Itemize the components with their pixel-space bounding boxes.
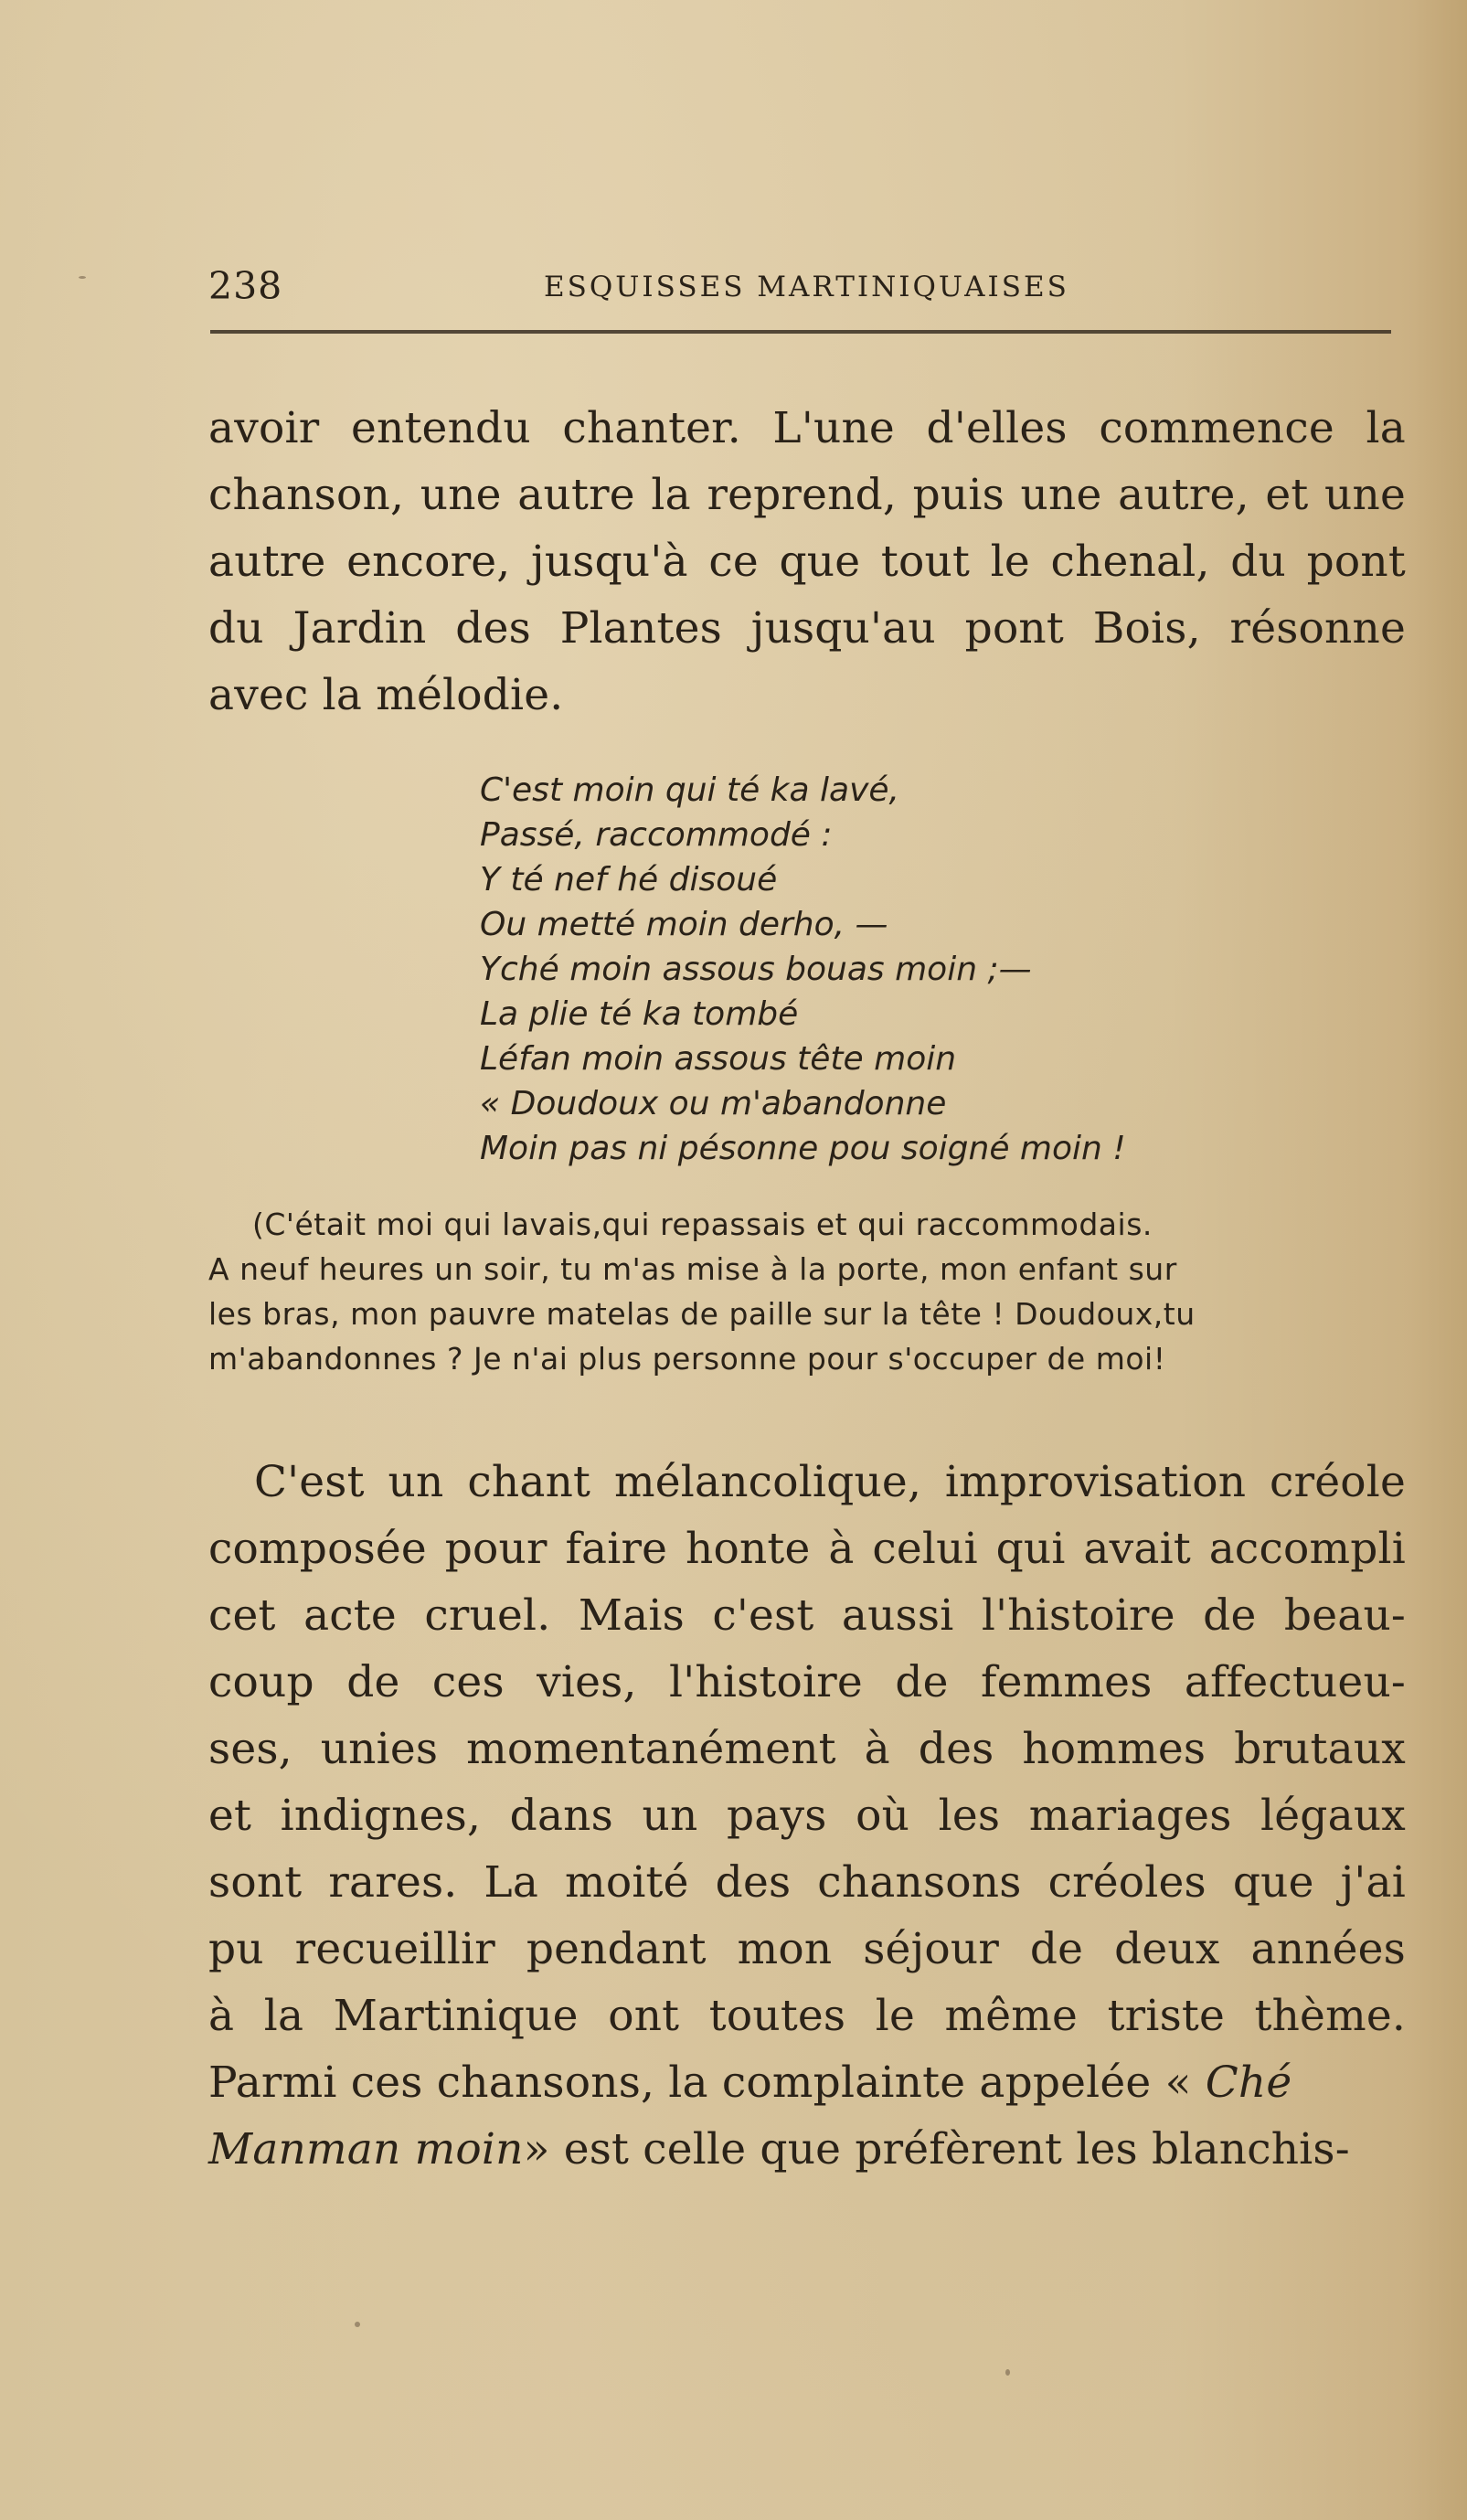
paragraph-2 bbox=[208, 1449, 1406, 2183]
song-title: Manman moin bbox=[208, 2124, 524, 2174]
song-title: Ché bbox=[1205, 2057, 1292, 2108]
text-line: C'est un chant mélancolique, improvisation créole bbox=[254, 1457, 1406, 1507]
verse-line: Ou metté moin derho, — bbox=[480, 906, 888, 943]
translation-line: A neuf heures un soir, tu m'as mise à la porte, mon enfant sur bbox=[208, 1251, 1177, 1287]
text-line: avec la mélodie. bbox=[208, 670, 564, 720]
text-line: ses, unies momentanément à des hommes brutaux bbox=[208, 1724, 1406, 1774]
text-line: autre encore, jusqu'à ce que tout le chenal, du pont bbox=[208, 537, 1406, 587]
translation-line: m'abandonnes ? Je n'ai plus personne pour s'occuper de moi! bbox=[208, 1341, 1166, 1377]
verse-line: Y té nef hé disoué bbox=[480, 861, 778, 898]
text-line bbox=[208, 2116, 1406, 2183]
text-line: pu recueillir pendant mon séjour de deux années bbox=[208, 1924, 1406, 1974]
text-line: avoir entendu chanter. L'une d'elles commence la bbox=[208, 403, 1406, 453]
paper-speck bbox=[79, 276, 86, 279]
text-line: cet acte cruel. Mais c'est aussi l'histoire de beau- bbox=[208, 1590, 1406, 1641]
creole-song-verses bbox=[480, 768, 1302, 1171]
verse-line: La plie té ka tombé bbox=[480, 995, 799, 1033]
verse-line: C'est moin qui té ka lavé, bbox=[480, 771, 899, 809]
paragraph-1 bbox=[208, 395, 1406, 728]
verse-line: « Doudoux ou m'abandonne bbox=[480, 1085, 947, 1122]
translation-line: les bras, mon pauvre matelas de paille sur la tête ! Doudoux,tu bbox=[208, 1296, 1196, 1332]
text-line: chanson, une autre la reprend, puis une autre, et une bbox=[208, 470, 1406, 520]
text-line bbox=[208, 2049, 1406, 2116]
text-segment: » est celle que préfèrent les blanchis- bbox=[523, 2124, 1350, 2174]
paper-speck bbox=[1005, 2369, 1010, 2376]
verse-line: Léfan moin assous tête moin bbox=[480, 1040, 957, 1078]
header-rule bbox=[210, 330, 1391, 334]
text-line: sont rares. La moité des chansons créoles que j'ai bbox=[208, 1857, 1406, 1908]
text-line: composée pour faire honte à celui qui avait accompli bbox=[208, 1524, 1406, 1574]
text-segment: Parmi ces chansons, la complainte appelée « bbox=[208, 2057, 1192, 2108]
page-header bbox=[208, 263, 1393, 309]
page-number: 238 bbox=[208, 264, 283, 308]
translation-line: (C'était moi qui lavais,qui repassais et qui raccommodais. bbox=[252, 1207, 1153, 1242]
text-line: à la Martinique ont toutes le même triste thème. bbox=[208, 1991, 1406, 2041]
paper-speck bbox=[355, 2322, 360, 2327]
text-line: et indignes, dans un pays où les mariages légaux bbox=[208, 1791, 1406, 1841]
text-line: du Jardin des Plantes jusqu'au pont Bois, résonne bbox=[208, 603, 1406, 654]
verse-line: Moin pas ni pésonne pou soigné moin ! bbox=[480, 1130, 1126, 1167]
running-title: ESQUISSES MARTINIQUAISES bbox=[544, 271, 1069, 303]
french-translation bbox=[208, 1202, 1406, 1381]
verse-line: Passé, raccommodé : bbox=[480, 816, 833, 854]
text-line: coup de ces vies, l'histoire de femmes affectueu- bbox=[208, 1657, 1406, 1707]
verse-line: Yché moin assous bouas moin ;— bbox=[480, 951, 1032, 988]
